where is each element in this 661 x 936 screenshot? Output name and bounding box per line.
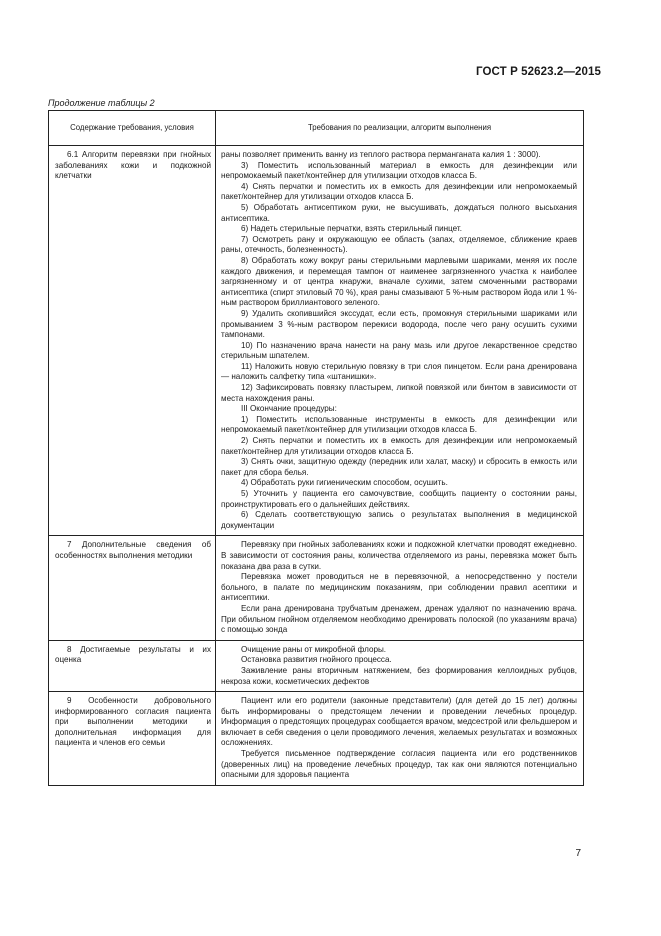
requirement-text: 9 Особенности добровольного информированного согласия пациента при выполнении методики и дополнительная информация для пациента и членов его семьи: [55, 696, 211, 748]
algorithm-paragraph: 10) По назначению врача нанести на рану мазь или другое лекарственное средство стерильным шпателем.: [221, 340, 577, 361]
algorithm-paragraph: Требуется письменное подтверждение согласия пациента или его родственников (доверенных лиц) на проведение лечебных процедур, так как они являются потенциально опасными для здоровья пациента: [221, 749, 577, 780]
column-header-requirement: Содержание требования, условия: [49, 111, 216, 146]
algorithm-paragraph: раны позволяет применить ванну из теплого раствора перманганата калия 1 : 3000).: [221, 150, 541, 159]
algorithm-paragraph: Пациент или его родители (законные представители) (для детей до 15 лет) должны быть информированы о предстоящем лечении и проведении лечебных процедур. Информация о предстоящих процедурах сообщается врачом, медсестрой или фельдшером и включает в себя сведения о цели проводимого лечения, желаемых результатах и возможных осложнениях.: [221, 696, 577, 748]
column-header-algorithm: Требования по реализации, алгоритм выполнения: [216, 111, 584, 146]
algorithm-paragraph: 3) Поместить использованный материал в емкость для дезинфекции или непромокаемый пакет/контейнер для утилизации отходов класса Б.: [221, 160, 577, 181]
table-row: [49, 692, 584, 786]
table-row: [49, 640, 584, 691]
algorithm-paragraph: 3) Снять очки, защитную одежду (передник или халат, маску) и сбросить в емкость или пакет для сбора белья.: [221, 457, 577, 477]
table-row: [49, 536, 584, 640]
algorithm-paragraph: 1) Поместить использованные инструменты в емкость для дезинфекции или непромокаемый пакет/контейнер для утилизации отходов класса Б.: [221, 414, 577, 435]
requirements-table: [48, 110, 584, 786]
algorithm-paragraph: 11) Наложить новую стерильную повязку в три слоя пинцетом. Если рана дренирована — наложить салфетку типа «штанишки».: [221, 361, 577, 382]
algorithm-paragraph: 7) Осмотреть рану и окружающую ее область (запах, отделяемое, сближение краев раны, отечность, болезненность).: [221, 234, 577, 255]
algorithm-paragraph: 2) Снять перчатки и поместить их в емкость для дезинфекции или непромокаемый пакет/контейнер для утилизации отходов класса Б.: [221, 436, 577, 456]
requirement-cell: [49, 536, 216, 640]
algorithm-paragraph: 4) Снять перчатки и поместить их в емкость для дезинфекции или непромокаемый пакет/контейнер для утилизации отходов класса Б.: [221, 181, 577, 202]
algorithm-paragraph: 12) Зафиксировать повязку пластырем, липкой повязкой или бинтом в зависимости от места нахождения раны.: [221, 383, 577, 403]
algorithm-cell: [216, 536, 584, 640]
algorithm-cell: [216, 146, 584, 536]
algorithm-cell: [216, 692, 584, 786]
algorithm-paragraph: Перевязку при гнойных заболеваниях кожи и подкожной клетчатки проводят ежедневно. В зависимости от состояния раны, количества отделяемого из раны, перевязка может быть показана два раза в сутки.: [221, 540, 577, 571]
algorithm-paragraph: Очищение раны от микробной флоры.: [241, 644, 387, 654]
requirement-text: 7 Дополнительные сведения об особенностях выполнения методики: [55, 540, 211, 560]
document-code: ГОСТ Р 52623.2—2015: [476, 66, 601, 78]
algorithm-paragraph: Заживление раны вторичным натяжением, без формирования келлоидных рубцов, некроза кожи, косметических дефектов: [221, 665, 577, 686]
page-number: 7: [575, 848, 581, 859]
algorithm-cell: [216, 640, 584, 691]
algorithm-paragraph: 6) Надеть стерильные перчатки, взять стерильный пинцет.: [241, 224, 462, 234]
algorithm-paragraph: 9) Удалить скопившийся экссудат, если есть, промокнуя стерильными шариками или промыванием 3 %-ным раствором перекиси водорода, после чего рану осушить сухими тампонами.: [221, 308, 577, 340]
algorithm-paragraph: 5) Уточнить у пациента его самочувствие, сообщить пациенту о состоянии раны, проинструктировать его о дальнейших действиях.: [221, 489, 577, 509]
algorithm-paragraph: 5) Обработать антисептиком руки, не высушивать, дождаться полного высыхания антисептика.: [221, 202, 577, 223]
requirement-text: 8 Достигаемые результаты и их оценка: [55, 644, 211, 665]
algorithm-paragraph: Остановка развития гнойного процесса.: [241, 655, 392, 665]
requirement-cell: [49, 146, 216, 536]
algorithm-paragraph: 6) Сделать соответствующую запись о результатах выполнения в медицинской документации: [221, 510, 577, 530]
table-header-row: [49, 111, 584, 146]
algorithm-paragraph: Перевязка может проводиться не в перевязочной, а непосредственно у постели больного, в палате по медицинским показаниям, при соблюдении правил асептики и антисептики.: [221, 572, 577, 603]
table-caption: Продолжение таблицы 2: [48, 98, 155, 108]
table-row: [49, 146, 584, 536]
algorithm-paragraph: III Окончание процедуры:: [241, 404, 337, 414]
algorithm-paragraph: 4) Обработать руки гигиеническим способом, осушить.: [241, 478, 448, 488]
algorithm-paragraph: Если рана дренирована трубчатым дренажем, дренаж удаляют по назначению врача. При обильном гнойном отделяемом необходимо дренировать полоской (по указаниям врача) с помощью зонда: [221, 603, 577, 635]
requirement-cell: [49, 692, 216, 786]
requirement-text: 6.1 Алгоритм перевязки при гнойных заболеваниях кожи и подкожной клетчатки: [55, 150, 211, 181]
algorithm-paragraph: 8) Обработать кожу вокруг раны стерильными марлевыми шариками, меняя их после каждого движения, и перемещая тампон от наименее загрязненного участка к наиболее загрязненному и от центра кнаружи, вначале сухими, затем смоченными растворами антисептика (спирт этиловый 70 %), края раны смазывают 5 %-ным раствором йода или 1 %-ным раствором бриллиантового зеленого.: [221, 255, 577, 308]
requirement-cell: [49, 640, 216, 691]
